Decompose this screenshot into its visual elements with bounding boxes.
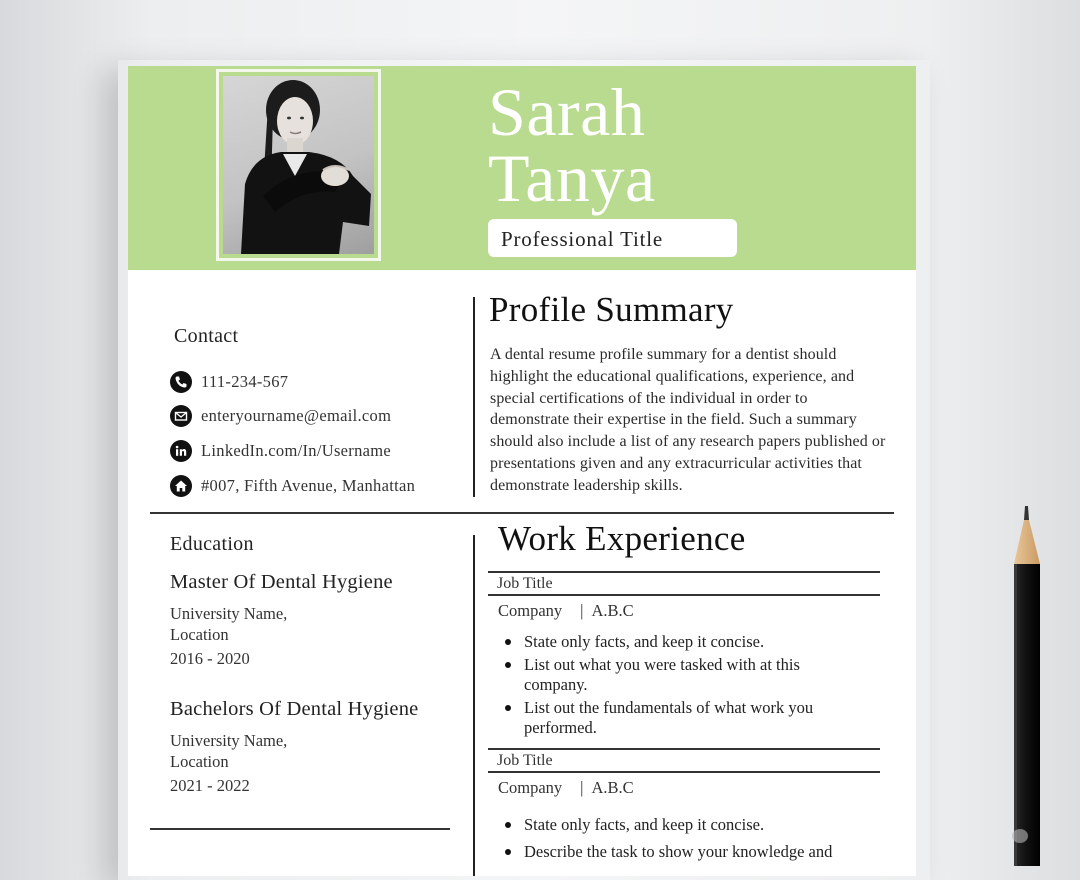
first-name: Sarah <box>488 74 646 150</box>
profile-photo <box>223 76 374 254</box>
education-heading: Education <box>170 533 254 555</box>
job-company-2 <box>498 778 634 798</box>
column-divider-lower <box>473 535 475 876</box>
education-location-2: Location <box>170 752 229 771</box>
list-item: List out what you were tasked with at this company. <box>488 655 858 695</box>
list-item: List out the fundamentals of what work you performed. <box>488 698 858 738</box>
education-years-2: 2021 - 2022 <box>170 776 250 795</box>
education-years-1: 2016 - 2020 <box>170 649 250 668</box>
education-degree-2: Bachelors Of Dental Hygiene <box>170 698 419 720</box>
list-item: State only facts, and keep it concise. <box>488 632 858 652</box>
company-label-1: Company <box>498 601 563 620</box>
job-bullets-1 <box>488 632 858 741</box>
company-value-2: A.B.C <box>591 778 634 797</box>
resume-header <box>128 66 916 270</box>
contact-address-text: #007, Fifth Avenue, Manhattan <box>201 476 416 495</box>
job-2-title-rule <box>488 771 880 773</box>
company-separator-1: | <box>580 601 584 620</box>
list-item: State only facts, and keep it concise. <box>488 815 868 835</box>
home-icon <box>170 475 192 497</box>
job-1-top-rule <box>488 571 880 573</box>
profile-summary-heading: Profile Summary <box>489 290 734 329</box>
company-separator-2: | <box>580 778 584 797</box>
professional-title: Professional Title <box>501 227 664 251</box>
list-item: Describe the task to show your knowledge and <box>488 842 868 862</box>
job-bullets-2 <box>488 815 868 865</box>
linkedin-icon <box>170 440 192 462</box>
job-1-title-rule <box>488 594 880 596</box>
company-value-1: A.B.C <box>591 601 634 620</box>
contact-heading: Contact <box>174 325 239 347</box>
resume-page <box>128 66 916 876</box>
job-title-1: Job Title <box>497 575 553 592</box>
profile-summary-text: A dental resume profile summary for a dentist should highlight the educational qualifications, experience, and special certifications of the individual in order to demonstrate their expertise in the field. Such a summary should also include a list of any research papers published or presentations given and any extracurricular activities that demonstrate leadership skills. <box>490 346 886 494</box>
work-experience-heading: Work Experience <box>498 519 746 558</box>
company-label-2: Company <box>498 778 563 797</box>
phone-icon <box>170 371 192 393</box>
contact-email-text: enteryourname@email.com <box>201 406 392 425</box>
education-university-2: University Name, <box>170 731 288 750</box>
job-2-top-rule <box>488 748 880 750</box>
portrait-image <box>223 76 374 254</box>
education-degree-1: Master Of Dental Hygiene <box>170 571 393 593</box>
education-university-1: University Name, <box>170 604 288 623</box>
job-title-2: Job Title <box>497 752 553 769</box>
education-location-1: Location <box>170 625 229 644</box>
pencil-image <box>1010 506 1044 866</box>
professional-title-box <box>488 219 737 257</box>
last-name: Tanya <box>488 140 656 216</box>
email-icon <box>170 405 192 427</box>
section-divider <box>150 512 894 514</box>
job-company-1 <box>498 601 634 621</box>
contact-phone-text: 111-234-567 <box>201 372 289 391</box>
contact-linkedin-text: LinkedIn.com/In/Username <box>201 441 392 460</box>
education-bottom-rule <box>150 828 450 830</box>
column-divider-upper <box>473 297 475 497</box>
profile-photo-frame <box>216 69 381 261</box>
